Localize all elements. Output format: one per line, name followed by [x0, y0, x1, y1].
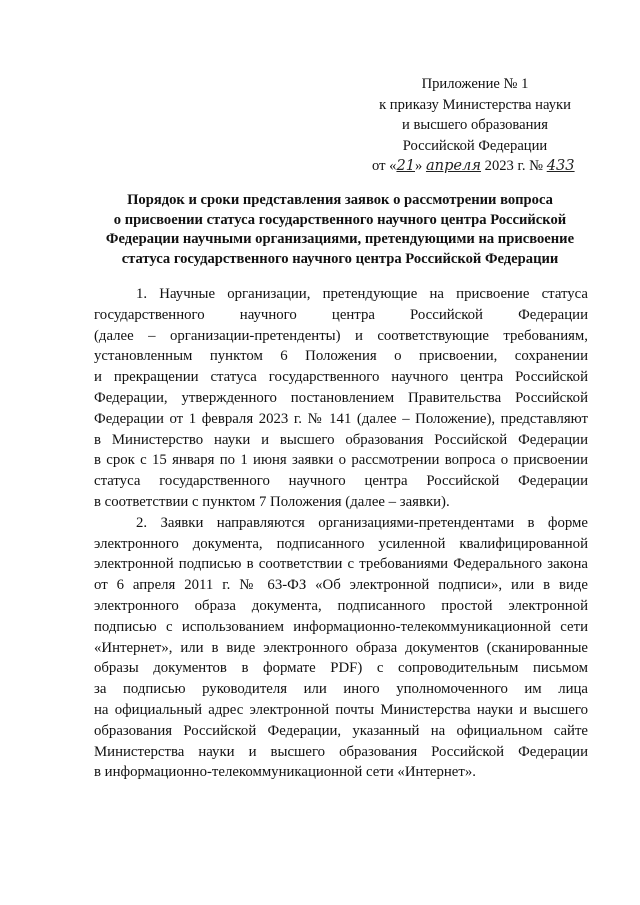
handwritten-month: апреля [425, 157, 482, 174]
paragraph-line: в информационно-телекоммуникационной сети «Интернет». [94, 764, 476, 781]
date-prefix: от « [372, 158, 397, 174]
paragraph-line: 2. Заявки направляются организациями-претендентами в форме [136, 514, 588, 531]
paragraph-line: в срок с 15 января по 1 июня заявки о рассмотрении вопроса о присвоении [94, 452, 588, 469]
appendix-date-line [350, 156, 600, 177]
paragraph-line: электронной подписью в соответствии с требованиями Федерального закона [94, 556, 588, 573]
appendix-number: Приложение № 1 [421, 76, 529, 92]
paragraph-line: образы документов в формате PDF) с сопроводительным письмом [94, 660, 588, 677]
paragraph-line: Федерации, утвержденного постановлением Правительства Российской [94, 389, 588, 406]
paragraph-line: и прекращении статуса государственного научного центра Российской [94, 369, 588, 386]
paragraph-2 [94, 513, 588, 783]
paragraph-line: в Министерство науки и высшего образования Российской Федерации [94, 431, 588, 448]
paragraph-line: 1. Научные организации, претендующие на присвоение статуса [136, 286, 588, 302]
paragraph-line: электронного образа документа, подписанного простой электронной [94, 597, 588, 614]
title-line-3: Федерации научными организациями, претендующими на присвоение [105, 231, 575, 248]
title-line-4: статуса государственного научного центра Российской Федерации [121, 250, 559, 267]
paragraph-line: установленным пунктом 6 Положения о присвоении, сохранении [94, 348, 588, 365]
paragraph-line: государственного научного центра Российской Федерации [94, 306, 588, 323]
paragraph-line: электронного документа, подписанного усиленной квалифицированной [94, 535, 588, 552]
paragraph-line: статуса государственного научного центра Российской Федерации [94, 473, 588, 490]
paragraph-line: образования Российской Федерации, указанный на официальном сайте [94, 722, 588, 739]
handwritten-day: 21 [396, 157, 416, 174]
document-body [94, 284, 588, 783]
paragraph-line: на официальный адрес электронной почты Министерства науки и высшего [94, 701, 588, 718]
paragraph-line: Министерства науки и высшего образования Российской Федерации [94, 743, 588, 760]
title-line-2: о присвоении статуса государственного научного центра Российской [113, 211, 567, 228]
paragraph-line: Федерации от 1 февраля 2023 г. № 141 (далее – Положение), представляют [94, 410, 588, 427]
document-title [90, 191, 590, 269]
date-mid: » [415, 158, 426, 174]
paragraph-line: «Интернет», или в виде электронного образа документов (сканированные [94, 639, 588, 656]
date-year: 2023 г. № [481, 158, 547, 174]
paragraph-line: (далее – организации-претенденты) и соответствующие требованиям, [94, 327, 588, 344]
paragraph-line: от 6 апреля 2011 г. № 63-ФЗ «Об электронной подписи», или в виде [94, 577, 588, 594]
appendix-ministry-line: и высшего образования [402, 117, 548, 133]
appendix-order-ref: к приказу Министерства науки [379, 96, 571, 113]
appendix-country-line: Российской Федерации [402, 137, 548, 154]
paragraph-1 [94, 284, 588, 513]
paragraph-line: подписью с использованием информационно-телекоммуникационной сети [94, 618, 588, 635]
appendix-header [350, 74, 600, 177]
title-line-1: Порядок и сроки представления заявок о рассмотрении вопроса [127, 192, 553, 208]
paragraph-line: за подписью руководителя или иного уполномоченного им лица [94, 681, 588, 698]
paragraph-line: в соответствии с пунктом 7 Положения (далее – заявки). [94, 493, 450, 510]
handwritten-number: 433 [546, 157, 575, 174]
